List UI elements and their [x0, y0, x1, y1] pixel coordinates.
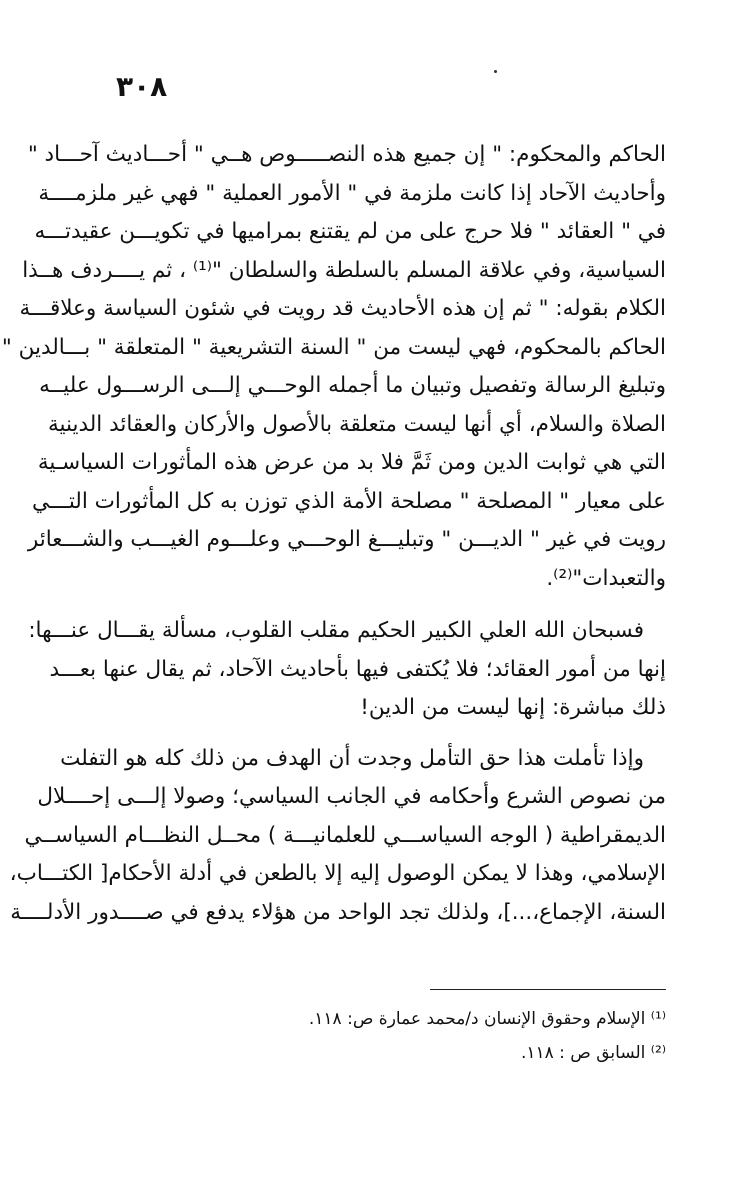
text-line: السياسية، وفي علاقة المسلم بالسلطة والسلطان "⁽¹⁾ ، ثم يــــردف هــذا — [22, 257, 666, 283]
paragraph-3 — [9, 740, 666, 933]
text-line: على معيار " المصلحة " مصلحة الأمة الذي توزن به كل المأثورات التـــي — [32, 488, 666, 514]
text-line: فسبحان الله العلي الكبير الحكيم مقلب القلوب، مسألة يقـــال عنـــها: — [28, 618, 644, 643]
stray-dot — [494, 70, 497, 73]
text-line: الديمقراطية ( الوجه السياســـي للعلمانيـــة ) محــل النظـــام السياســي — [24, 822, 666, 848]
text-line: رويت في غير " الديـــن " وتبليـــغ الوحـــي وعلـــوم الغيـــب والشـــعائر — [27, 527, 666, 552]
paragraph-1 — [1, 136, 666, 598]
text-line: الصلاة والسلام، أي أنها ليست متعلقة بالأصول والأركان والعقائد الدينية — [47, 411, 666, 437]
footnote-2: ⁽²⁾ السابق ص : ١١٨. — [520, 1043, 666, 1063]
text-line: في " العقائد " فلا حرج على من لم يقتنع بمراميها في تكويـــن عقيدتـــه — [34, 219, 666, 244]
page-number: ٣٠٨ — [116, 70, 168, 103]
text-line: من نصوص الشرع وأحكامه في الجانب السياسي؛ وصولا إلـــى إحــــلال — [37, 784, 666, 809]
text-line: ذلك مباشرة: إنها ليست من الدين! — [360, 695, 666, 720]
text-line: السنة، الإجماع،...]، ولذلك تجد الواحد من هؤلاء يدفع في صــــدور الأدلــــة — [10, 899, 666, 925]
text-line: وإذا تأملت هذا حق التأمل وجدت أن الهدف من ذلك كله هو التفلت — [60, 745, 644, 771]
text-line: التي هي ثوابت الدين ومن ثَمَّ فلا بد من عرض هذه المأثورات السياسـية — [37, 450, 666, 475]
footnote-1: ⁽¹⁾ الإسلام وحقوق الإنسان د/محمد عمارة ص: ١١٨. — [308, 1009, 666, 1029]
paragraph-2 — [28, 612, 666, 728]
text-line: وتبليغ الرسالة وتفصيل وتبيان ما أجمله الوحـــي إلـــى الرســـول عليــه — [39, 373, 666, 398]
text-line: الإسلامي، وهذا لا يمكن الوصول إليه إلا بالطعن في أدلة الأحكام[ الكتـــاب، — [9, 861, 666, 886]
body-text — [1, 136, 666, 932]
text-line: إنها من أمور العقائد؛ فلا يُكتفى فيها بأحاديث الآحاد، ثم يقال عنها بعـــد — [49, 656, 666, 682]
text-line: وأحاديث الآحاد إذا كانت ملزمة في " الأمور العملية " فهي غير ملزمــــة — [38, 180, 666, 206]
footnotes — [88, 1002, 666, 1070]
text-line: الكلام بقوله: " ثم إن هذه الأحاديث قد رويت في شئون السياسة وعلاقـــة — [19, 296, 666, 321]
footnote-separator — [430, 989, 666, 990]
text-line: والتعبدات"⁽²⁾. — [546, 565, 666, 591]
text-line: الحاكم بالمحكوم، فهي ليست من " السنة التشريعية " المتعلقة " بـــالدين " — [1, 334, 666, 360]
text-line: الحاكم والمحكوم: " إن جميع هذه النصـــــوص هــي " أحـــاديث آحـــاد " — [27, 142, 666, 167]
